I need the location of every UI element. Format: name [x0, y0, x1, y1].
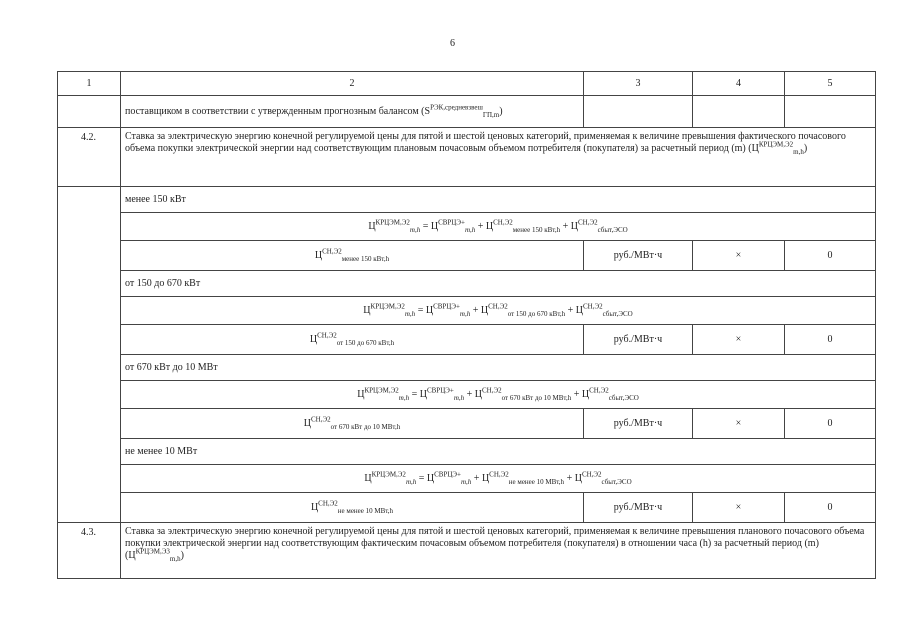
rate-symbol: $Ц^{СН,Э2}_{от 670 кВт до 10 МВт,h}$: [121, 409, 584, 439]
formula-row: [58, 381, 876, 409]
rate-symbol: $Ц^{СН,Э2}_{от 150 до 670 кВт,h}$: [121, 325, 584, 355]
group-label-row: [58, 355, 876, 381]
header-cell-2: 2: [121, 72, 584, 96]
section-4-3-text: Ставка за электрическую энергию конечной регулируемой цены для пятой и шестой ценовых категорий, применяемая к величине превышения планового почасового объема покупки электрической энергии над соответствующим фактическим почасовым объемом потребителя (покупателя) в отношении часа (h) за расчетный период (m) $(Ц^{КРЦЭМ,Э3}_{m,h})$: [121, 523, 876, 579]
rate-unit: руб./МВт·ч: [584, 241, 693, 271]
section-4-2-row: [58, 128, 876, 187]
group-formula: $Ц^{КРЦЭМ,Э2}_{m,h} = Ц^{СВРЦЭ+}_{m,h} + Ц^{СН,Э2}_{от 150 до 670 кВт,h} + Ц^{СН,Э2}_{сбыт,ЭСО}$: [121, 297, 876, 325]
rate-symbol: $Ц^{СН,Э2}_{не менее 10 МВт,h}$: [121, 493, 584, 523]
section-4-2-text: Ставка за электрическую энергию конечной регулируемой цены для пятой и шестой ценовых категорий, применяемая к величине превышения фактического почасового объема покупки электрической энергии над соответствующим плановым почасовым объемом потребителя (покупателя) за расчетный период (m) $(Ц^{КРЦЭМ,Э2}_{m,h})$: [121, 128, 876, 187]
page-number: 6: [450, 38, 455, 49]
table-header-row: [58, 72, 876, 96]
header-cell-4: 4: [693, 72, 785, 96]
section-4-2-number: 4.2.: [58, 128, 121, 187]
rate-value: 0: [785, 493, 876, 523]
rate-col4: ×: [693, 409, 785, 439]
formula-row: [58, 465, 876, 493]
rate-symbol: $Ц^{СН,Э2}_{менее 150 кВт,h}$: [121, 241, 584, 271]
rate-row: [58, 409, 876, 439]
header-cell-3: 3: [584, 72, 693, 96]
group-label-row: [58, 187, 876, 213]
group-formula: $Ц^{КРЦЭМ,Э2}_{m,h} = Ц^{СВРЦЭ+}_{m,h} + Ц^{СН,Э2}_{от 670 кВт до 10 МВт,h} + Ц^{СН,Э2}_{сбыт,ЭСО}$: [121, 381, 876, 409]
group-label: не менее 10 МВт: [121, 439, 876, 465]
rate-unit: руб./МВт·ч: [584, 325, 693, 355]
rate-unit: руб./МВт·ч: [584, 493, 693, 523]
rate-value: 0: [785, 241, 876, 271]
section-4-3-row: [58, 523, 876, 579]
rate-col4: ×: [693, 493, 785, 523]
group-formula: $Ц^{КРЦЭМ,Э2}_{m,h} = Ц^{СВРЦЭ+}_{m,h} + Ц^{СН,Э2}_{не менее 10 МВт,h} + Ц^{СН,Э2}_{сбыт,ЭСО}$: [121, 465, 876, 493]
section-4-3-number: 4.3.: [58, 523, 121, 579]
group-label-row: [58, 271, 876, 297]
rate-col4: ×: [693, 241, 785, 271]
group-label: от 670 кВт до 10 МВт: [121, 355, 876, 381]
rate-row: [58, 325, 876, 355]
continuation-text: поставщиком в соответствии с утвержденным прогнозным балансом $(S^{РЭК,средневзвеш}_{ГП,m})$: [121, 96, 584, 128]
group-formula: $Ц^{КРЦЭМ,Э2}_{m,h} = Ц^{СВРЦЭ+}_{m,h} + Ц^{СН,Э2}_{менее 150 кВт,h} + Ц^{СН,Э2}_{сбыт,ЭСО}$: [121, 213, 876, 241]
rate-unit: руб./МВт·ч: [584, 409, 693, 439]
rate-value: 0: [785, 325, 876, 355]
formula-row: [58, 297, 876, 325]
formula-row: [58, 213, 876, 241]
rate-col4: ×: [693, 325, 785, 355]
continuation-num-cell: [58, 96, 121, 128]
rate-row: [58, 241, 876, 271]
rate-row: [58, 493, 876, 523]
group-label-row: [58, 439, 876, 465]
header-cell-1: 1: [58, 72, 121, 96]
groups-left-cell: [58, 187, 121, 523]
continuation-row: [58, 96, 876, 128]
tariff-table: [57, 71, 876, 579]
header-cell-5: 5: [785, 72, 876, 96]
group-label: от 150 до 670 кВт: [121, 271, 876, 297]
group-label: менее 150 кВт: [121, 187, 876, 213]
rate-value: 0: [785, 409, 876, 439]
